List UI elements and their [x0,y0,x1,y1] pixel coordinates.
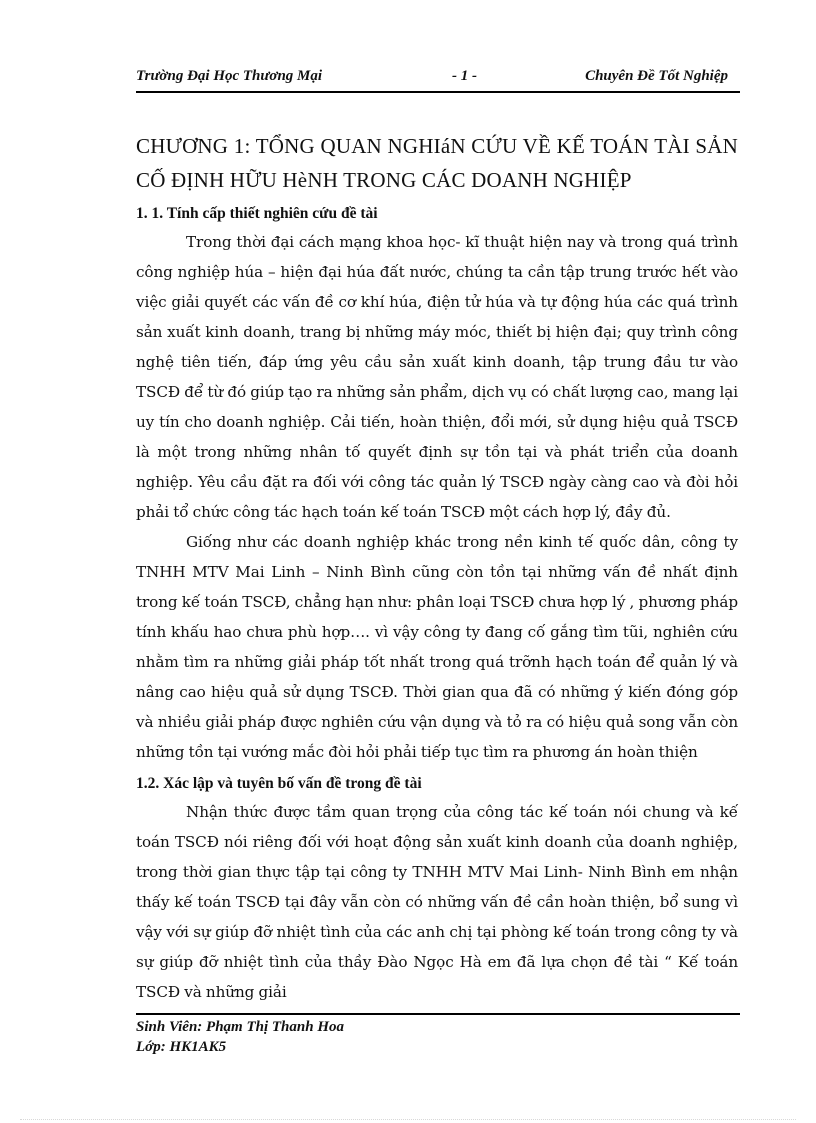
page-header [136,68,740,90]
section-heading-1: 1. 1. Tính cấp thiết nghiên cứu đề tài [136,205,378,222]
footer-student: Sinh Viên: Phạm Thị Thanh Hoa [136,1019,344,1035]
paragraph: Nhận thức được tầm quan trọng của công tác kế toán nói chung và kế toán TSCĐ nói riêng đối với hoạt động sản xuất kinh doanh của doanh nghiệp, trong thời gian thực tập tại công ty TNHH MTV Mai Linh- Ninh Bình em nhận thấy kế toán TSCĐ tại đây vẫn còn có những vấn đề cần hoàn thiện, bổ sung vì vậy với sự giúp đỡ nhiệt tình của các anh chị tại phòng kế toán trong công ty và sự giúp đỡ nhiệt tình của thầy Đào Ngọc Hà em đã lựa chọn đề tài “ Kế toán TSCĐ và những giải [136,803,738,1001]
page-footer [136,1017,344,1057]
header-school: Trường Đại Học Thương Mại [136,68,323,84]
paragraph: Giống như các doanh nghiệp khác trong nền kinh tế quốc dân, công ty TNHH MTV Mai Linh – Ninh Bình cũng còn tồn tại những vấn đề nhất định trong kế toán TSCĐ, chẳng hạn như: phân loại TSCĐ chưa hợp lý , phương pháp tính khấu hao chưa phù hợp…. vì vậy công ty đang cố gắng tìm tũi, nghiên cứu nhằm tìm ra những giải pháp tốt nhất trong quá trỡnh hạch toán để quản lý và nâng cao hiệu quả sử dụng TSCĐ. Thời gian qua đã có những ý kiến đóng góp và nhiều giải pháp được nghiên cứu vận dụng và tỏ ra có hiệu quả song vẫn còn những tồn tại vướng mắc đòi hỏi phải tiếp tục tìm ra phương án hoàn thiện [136,533,738,761]
page-content [136,127,738,1007]
footer-rule [136,1013,740,1015]
footer-class: Lớp: HK1AK5 [136,1039,227,1055]
chapter-title: CHƯƠNG 1: TỔNG QUAN NGHIáN CỨU VỀ KẾ TOÁN TÀI SẢN CỐ ĐỊNH HỮU HèNH TRONG CÁC DOANH NGHIỆP [136,134,738,192]
page-edge-divider [20,1119,796,1120]
header-rule [136,91,740,93]
section-heading-2: 1.2. Xác lập và tuyên bố vấn đề trong đề tài [136,775,422,792]
header-doc-type: Chuyên Đề Tốt Nghiệp [585,68,728,84]
paragraph: Trong thời đại cách mạng khoa học- kĩ thuật hiện nay và trong quá trình công nghiệp húa – hiện đại húa đất nước, chúng ta cần tập trung trước hết vào việc giải quyết các vấn đề cơ khí húa, điện tử húa và tự động húa các quá trình sản xuất kinh doanh, trang bị những máy móc, thiết bị hiện đại; quy trình công nghệ tiên tiến, đáp ứng yêu cầu sản xuất kinh doanh, tập trung đầu tư vào TSCĐ để từ đó giúp tạo ra những sản phẩm, dịch vụ có chất lượng cao, mang lại uy tín cho doanh nghiệp. Cải tiến, hoàn thiện, đổi mới, sử dụng hiệu quả TSCĐ là một trong những nhân tố quyết định sự tồn tại và phát triển của doanh nghiệp. Yêu cầu đặt ra đối với công tác quản lý TSCĐ ngày càng cao và đòi hỏi phải tổ chức công tác hạch toán kế toán TSCĐ một cách hợp lý, đầy đủ. [136,233,738,521]
header-page-number: - 1 - [452,68,477,84]
